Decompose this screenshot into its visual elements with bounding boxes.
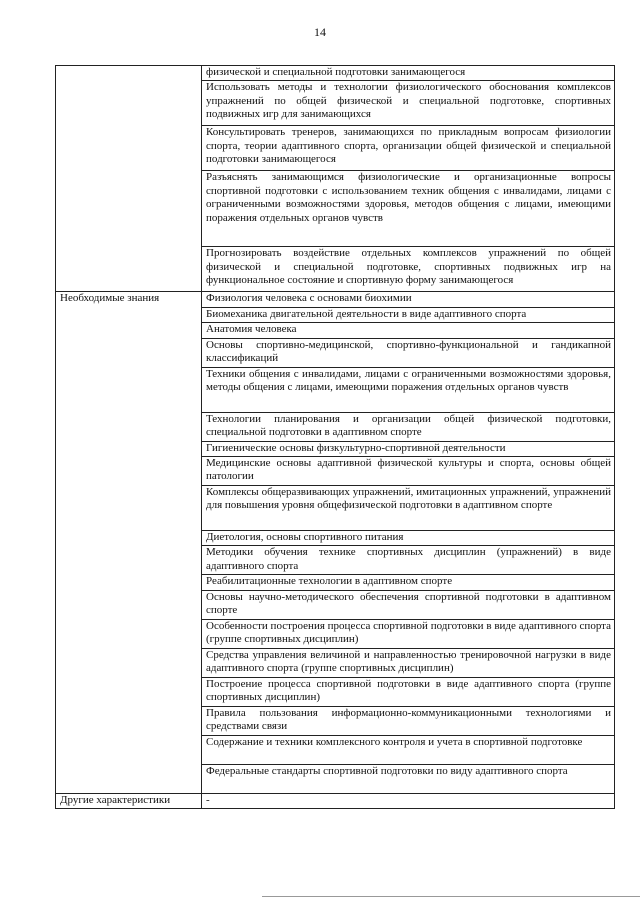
table-cell: Техники общения с инвалидами, лицами с ограниченными возможностями здоровья, методы общения с лицами, имеющими поражения отдельных органов чувств [202, 367, 615, 412]
table-cell: Средства управления величиной и направленностью тренировочной нагрузки в виде адаптивного спорта (группе спортивных дисциплин) [202, 648, 615, 677]
table-cell: Построение процесса спортивной подготовки в виде адаптивного спорта (группе спортивных дисциплин) [202, 677, 615, 706]
table-cell: Консультировать тренеров, занимающихся по прикладным вопросам физиологии спорта, теории адаптивного спорта, организации общей физической и специальной подготовки занимающегося [202, 126, 615, 171]
page-number: 14 [314, 25, 326, 39]
page-bottom-divider [262, 896, 640, 897]
knowledge-label: Необходимые знания [56, 292, 202, 793]
table-cell: Комплексы общеразвивающих упражнений, имитационных упражнений, упражнений для повышения уровня общефизической подготовки в адаптивном спорте [202, 486, 615, 531]
table-cell: Медицинские основы адаптивной физической культуры и спорта, основы общей патологии [202, 457, 615, 486]
table-cell: Основы спортивно-медицинской, спортивно-функциональной и гандикапной классификаций [202, 338, 615, 367]
table-cell: Анатомия человека [202, 323, 615, 338]
table-cell: Федеральные стандарты спортивной подготовки по виду адаптивного спорта [202, 764, 615, 793]
table-cell: физической и специальной подготовки занимающегося [202, 66, 615, 81]
table-cell: Особенности построения процесса спортивной подготовки в виде адаптивного спорта (группе спортивных дисциплин) [202, 619, 615, 648]
table-cell: Физиология человека с основами биохимии [202, 292, 615, 307]
table-cell: Технологии планирования и организации общей физической подготовки, специальной подготовки в адаптивном спорте [202, 412, 615, 441]
row-label-empty [56, 66, 202, 292]
table-cell: Использовать методы и технологии физиологического обоснования комплексов упражнений по общей физической и специальной подготовке, спортивных подвижных игр для занимающихся [202, 81, 615, 126]
table-cell: Разъяснять занимающимся физиологические и организационные вопросы спортивной подготовки с использованием техник общения с инвалидами, лицами с ограниченными возможностями здоровья, методов общения с лицами, имеющими поражения отдельных органов чувств [202, 171, 615, 247]
table-row [56, 292, 615, 307]
table-cell: Содержание и техники комплексного контроля и учета в спортивной подготовке [202, 735, 615, 764]
table-cell: Методики обучения технике спортивных дисциплин (упражнений) в виде адаптивного спорта [202, 546, 615, 575]
qualification-table [55, 65, 615, 809]
table-cell: Гигиенические основы физкультурно-спортивной деятельности [202, 441, 615, 456]
other-label: Другие характеристики [56, 793, 202, 808]
table-row [56, 793, 615, 808]
table-cell: Диетология, основы спортивного питания [202, 531, 615, 546]
table-cell: Прогнозировать воздействие отдельных комплексов упражнений по общей физической и специальной подготовке, спортивных подвижных игр на функциональное состояние и спортивную форму занимающегося [202, 247, 615, 292]
other-value: - [202, 793, 615, 808]
table-row [56, 66, 615, 81]
table-cell: Реабилитационные технологии в адаптивном спорте [202, 575, 615, 590]
table-cell: Правила пользования информационно-коммуникационными технологиями и средствами связи [202, 706, 615, 735]
table-cell: Биомеханика двигательной деятельности в виде адаптивного спорта [202, 307, 615, 322]
table-cell: Основы научно-методического обеспечения спортивной подготовки в адаптивном спорте [202, 590, 615, 619]
